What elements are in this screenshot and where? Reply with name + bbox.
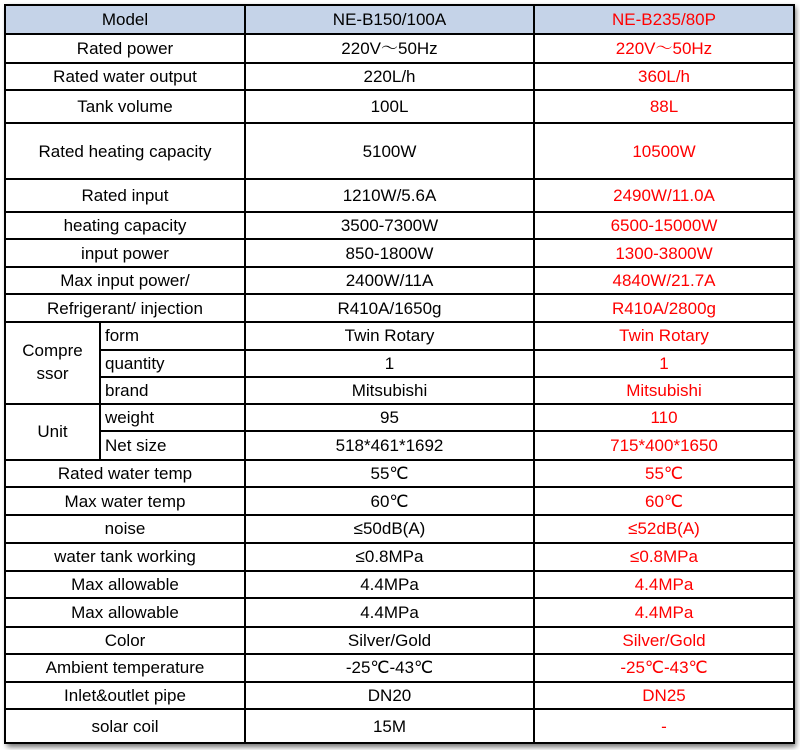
left-value: Silver/Gold [245,627,534,654]
table-row [5,63,794,90]
table-row [5,239,794,266]
row-label: Max water temp [5,487,245,515]
left-value: 220L/h [245,63,534,90]
row-label: water tank working [5,543,245,571]
right-value: 1300-3800W [534,239,794,266]
table-row [5,267,794,294]
right-value: 1 [534,350,794,377]
row-label: heating capacity [5,212,245,239]
table-row [5,682,794,709]
row-label: Rated input [5,179,245,212]
left-value: 15M [245,709,534,743]
sub-label: form [100,322,245,349]
right-value: 88L [534,90,794,123]
table-row [5,709,794,743]
right-value: -25℃-43℃ [534,654,794,682]
row-label: Rated power [5,34,245,62]
right-value: R410A/2800g [534,294,794,322]
right-value: 55℃ [534,460,794,487]
header-row [5,5,794,34]
spec-table [4,4,795,744]
left-value: 1 [245,350,534,377]
right-value: ≤0.8MPa [534,543,794,571]
table-row [5,34,794,62]
left-value: 5100W [245,123,534,179]
right-value: 10500W [534,123,794,179]
left-value: 100L [245,90,534,123]
left-value: 60℃ [245,487,534,515]
left-value: -25℃-43℃ [245,654,534,682]
right-value: 2490W/11.0A [534,179,794,212]
unit-group-label: Unit [5,404,100,460]
right-value: Silver/Gold [534,627,794,654]
row-label: Color [5,627,245,654]
row-label: Max input power/ [5,267,245,294]
row-label: noise [5,515,245,542]
right-value: 6500-15000W [534,212,794,239]
row-label: Rated heating capacity [5,123,245,179]
table-row [5,598,794,626]
left-value: ≤0.8MPa [245,543,534,571]
table-row [5,377,794,404]
row-label: Tank volume [5,90,245,123]
table-row [5,627,794,654]
left-value: DN20 [245,682,534,709]
row-label: Refrigerant/ injection [5,294,245,322]
right-value: 4.4MPa [534,598,794,626]
table-row [5,294,794,322]
table-row [5,487,794,515]
left-value: Twin Rotary [245,322,534,349]
table-row [5,654,794,682]
header-label: Model [5,5,245,34]
right-value: 715*400*1650 [534,431,794,459]
sub-label: brand [100,377,245,404]
row-label: input power [5,239,245,266]
left-value: R410A/1650g [245,294,534,322]
table-row [5,179,794,212]
table-row [5,322,794,349]
table-row [5,123,794,179]
left-value: 95 [245,404,534,431]
right-value: Mitsubishi [534,377,794,404]
left-value: 518*461*1692 [245,431,534,459]
left-value: 850-1800W [245,239,534,266]
left-value: ≤50dB(A) [245,515,534,542]
right-value: 360L/h [534,63,794,90]
table-row [5,90,794,123]
left-value: 4.4MPa [245,571,534,598]
right-value: 4.4MPa [534,571,794,598]
right-value: 4840W/21.7A [534,267,794,294]
table-row [5,460,794,487]
right-value: 60℃ [534,487,794,515]
table-row [5,212,794,239]
compressor-group-label: Compre ssor [5,322,100,404]
row-label: Max allowable [5,598,245,626]
left-value: Mitsubishi [245,377,534,404]
header-right-model: NE-B235/80P [534,5,794,34]
header-left-model: NE-B150/100A [245,5,534,34]
right-value: - [534,709,794,743]
sub-label: Net size [100,431,245,459]
right-value: ≤52dB(A) [534,515,794,542]
sub-label: weight [100,404,245,431]
row-label: Max allowable [5,571,245,598]
table-row [5,571,794,598]
row-label: Rated water temp [5,460,245,487]
left-value: 55℃ [245,460,534,487]
table-row [5,350,794,377]
row-label: Ambient temperature [5,654,245,682]
sub-label: quantity [100,350,245,377]
table-row [5,431,794,459]
row-label: Rated water output [5,63,245,90]
table-row [5,543,794,571]
left-value: 220V～50Hz [245,34,534,62]
right-value: Twin Rotary [534,322,794,349]
row-label: Inlet&outlet pipe [5,682,245,709]
left-value: 3500-7300W [245,212,534,239]
right-value: 220V～50Hz [534,34,794,62]
right-value: 110 [534,404,794,431]
left-value: 2400W/11A [245,267,534,294]
table-row [5,515,794,542]
row-label: solar coil [5,709,245,743]
table-row [5,404,794,431]
left-value: 1210W/5.6A [245,179,534,212]
left-value: 4.4MPa [245,598,534,626]
spec-table-frame [4,4,793,744]
right-value: DN25 [534,682,794,709]
